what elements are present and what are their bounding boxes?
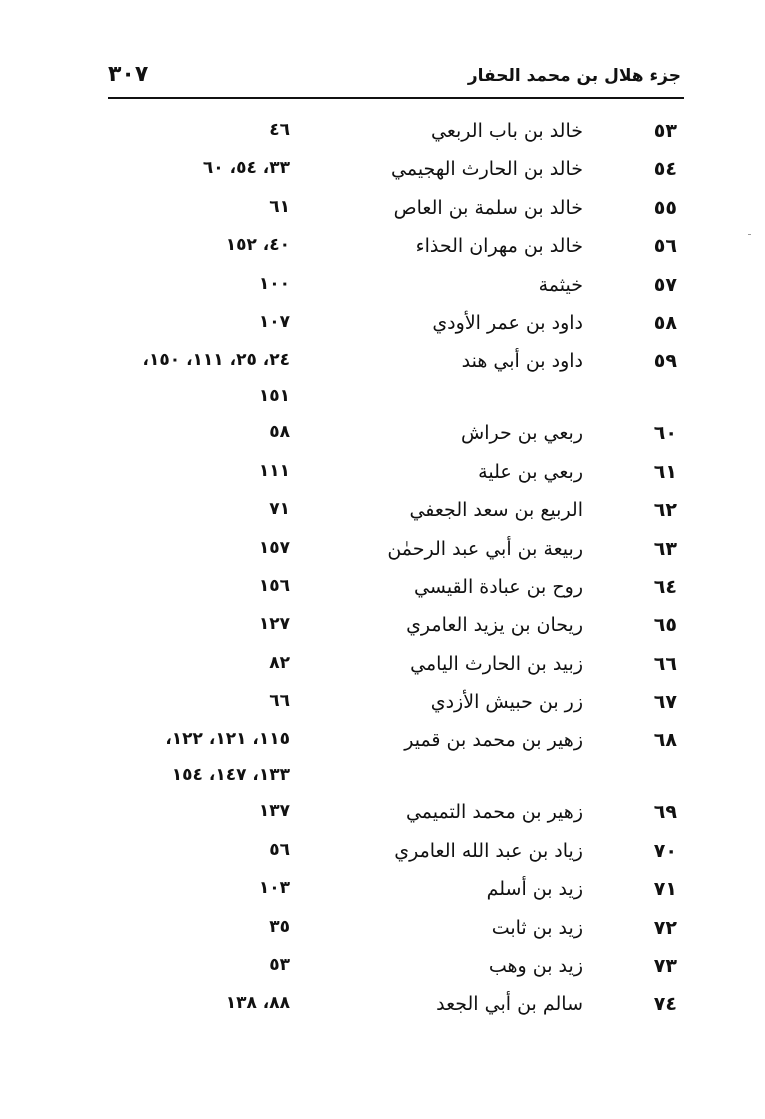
reference-line: ٧١ — [269, 499, 290, 520]
narrator-name: خالد بن الحارث الهجيمي — [391, 158, 583, 181]
list-item — [100, 491, 685, 529]
list-item — [100, 606, 685, 644]
reference-line: ١٥٦ — [258, 575, 290, 596]
entry-number: ٦٣ — [653, 537, 677, 560]
narrator-name: روح بن عبادة القيسي — [414, 575, 583, 598]
narrator-name: داود بن أبي هند — [461, 350, 583, 373]
list-item — [100, 189, 685, 227]
page-number: ٣٠٧ — [108, 62, 149, 87]
hadith-references — [100, 985, 290, 1021]
narrator-name: ريحان بن يزيد العامري — [406, 614, 583, 637]
narrator-name: زيد بن ثابت — [491, 916, 583, 939]
reference-line: ١٢٧ — [258, 614, 290, 635]
hadith-references — [100, 342, 290, 414]
hadith-references — [100, 721, 290, 793]
entry-number: ٧٢ — [653, 916, 677, 939]
reference-line: ١١١ — [258, 460, 290, 481]
list-item — [100, 227, 685, 265]
list-item — [100, 832, 685, 870]
list-item — [100, 721, 685, 793]
reference-line: ٢٤، ٢٥، ١١١، ١٥٠، — [142, 350, 290, 371]
reference-line: ١٥١ — [258, 386, 290, 407]
entry-number: ٦٠ — [653, 422, 677, 445]
hadith-references — [100, 606, 290, 642]
reference-line: ١٣٣، ١٤٧، ١٥٤ — [171, 765, 290, 786]
narrator-name: ربيعة بن أبي عبد الرحمٰن — [387, 537, 583, 560]
hadith-references — [100, 947, 290, 983]
hadith-references — [100, 793, 290, 829]
list-item — [100, 870, 685, 908]
entry-number: ٥٣ — [653, 120, 677, 142]
list-item — [100, 985, 685, 1023]
list-item — [100, 150, 685, 188]
reference-line: ٨٢ — [269, 652, 290, 673]
list-item — [100, 683, 685, 721]
hadith-references — [100, 491, 290, 527]
entry-number: ٥٥ — [653, 196, 677, 219]
reference-line: ١٥٧ — [258, 537, 290, 558]
entry-number: ٦٨ — [653, 729, 677, 752]
list-item — [100, 266, 685, 304]
reference-line: ١٠٠ — [258, 273, 290, 294]
hadith-references — [100, 150, 290, 186]
page-header — [108, 62, 681, 94]
reference-line: ٣٥ — [269, 916, 290, 937]
hadith-references — [100, 414, 290, 450]
hadith-references — [100, 112, 290, 148]
hadith-references — [100, 909, 290, 945]
entry-number: ٥٤ — [653, 158, 677, 181]
entry-number: ٦٩ — [653, 801, 677, 824]
reference-line: ٦١ — [269, 196, 290, 217]
list-item — [100, 947, 685, 985]
header-rule — [108, 97, 684, 99]
narrator-name: زبيد بن الحارث اليامي — [410, 652, 583, 675]
narrator-name: خالد بن باب الربعي — [431, 120, 583, 142]
entry-number: ٦١ — [653, 460, 677, 483]
hadith-references — [100, 568, 290, 604]
reference-line: ٥٨ — [269, 422, 290, 443]
entry-number: ٦٧ — [653, 691, 677, 714]
narrator-name: زيد بن أسلم — [486, 878, 583, 901]
reference-line: ٥٦ — [269, 839, 290, 860]
margin-mark — [748, 234, 751, 235]
hadith-references — [100, 530, 290, 566]
entry-number: ٥٧ — [653, 273, 677, 296]
reference-line: ١١٥، ١٢١، ١٢٢، — [165, 729, 290, 750]
entry-number: ٧١ — [653, 878, 677, 901]
list-item — [100, 112, 685, 150]
list-item — [100, 645, 685, 683]
entry-number: ٥٩ — [653, 350, 677, 373]
hadith-references — [100, 453, 290, 489]
entry-number: ٦٥ — [653, 614, 677, 637]
list-item — [100, 568, 685, 606]
entry-number: ٧٣ — [653, 955, 677, 978]
narrator-name: زر بن حبيش الأزدي — [430, 691, 583, 714]
narrator-name: الربيع بن سعد الجعفي — [409, 499, 583, 522]
hadith-references — [100, 227, 290, 263]
list-item — [100, 793, 685, 831]
narrator-name: خيثمة — [538, 273, 583, 296]
list-item — [100, 453, 685, 491]
reference-line: ٤٦ — [269, 120, 290, 140]
reference-line: ١٠٣ — [258, 878, 290, 899]
narrator-name: خالد بن سلمة بن العاص — [393, 196, 583, 219]
entry-number: ٦٦ — [653, 652, 677, 675]
hadith-references — [100, 870, 290, 906]
reference-line: ٨٨، ١٣٨ — [225, 993, 290, 1014]
narrator-index-list — [100, 112, 685, 1024]
reference-line: ١٣٧ — [258, 801, 290, 822]
hadith-references — [100, 304, 290, 340]
list-item — [100, 909, 685, 947]
reference-line: ٣٣، ٥٤، ٦٠ — [202, 158, 290, 179]
entry-number: ٧٠ — [653, 839, 677, 862]
entry-number: ٦٢ — [653, 499, 677, 522]
reference-line: ٤٠، ١٥٢ — [225, 235, 290, 256]
reference-line: ٥٣ — [269, 955, 290, 976]
narrator-name: زهير بن محمد بن قمير — [404, 729, 583, 752]
list-item — [100, 530, 685, 568]
narrator-name: ربعي بن علية — [478, 460, 583, 483]
narrator-name: داود بن عمر الأودي — [432, 311, 583, 334]
page-title: جزء هلال بن محمد الحفار — [467, 66, 681, 86]
narrator-name: خالد بن مهران الحذاء — [415, 235, 583, 258]
hadith-references — [100, 832, 290, 868]
narrator-name: زياد بن عبد الله العامري — [394, 839, 583, 862]
narrator-name: سالم بن أبي الجعد — [436, 993, 583, 1016]
entry-number: ٥٦ — [653, 235, 677, 258]
list-item — [100, 342, 685, 414]
hadith-references — [100, 189, 290, 225]
list-item — [100, 304, 685, 342]
hadith-references — [100, 645, 290, 681]
entry-number: ٥٨ — [653, 311, 677, 334]
hadith-references — [100, 683, 290, 719]
entry-number: ٦٤ — [653, 575, 677, 598]
list-item — [100, 414, 685, 452]
hadith-references — [100, 266, 290, 302]
narrator-name: ربعي بن حراش — [461, 422, 583, 445]
narrator-name: زهير بن محمد التميمي — [405, 801, 583, 824]
narrator-name: زيد بن وهب — [488, 955, 583, 978]
reference-line: ١٠٧ — [258, 311, 290, 332]
entry-number: ٧٤ — [653, 993, 677, 1016]
reference-line: ٦٦ — [269, 691, 290, 712]
